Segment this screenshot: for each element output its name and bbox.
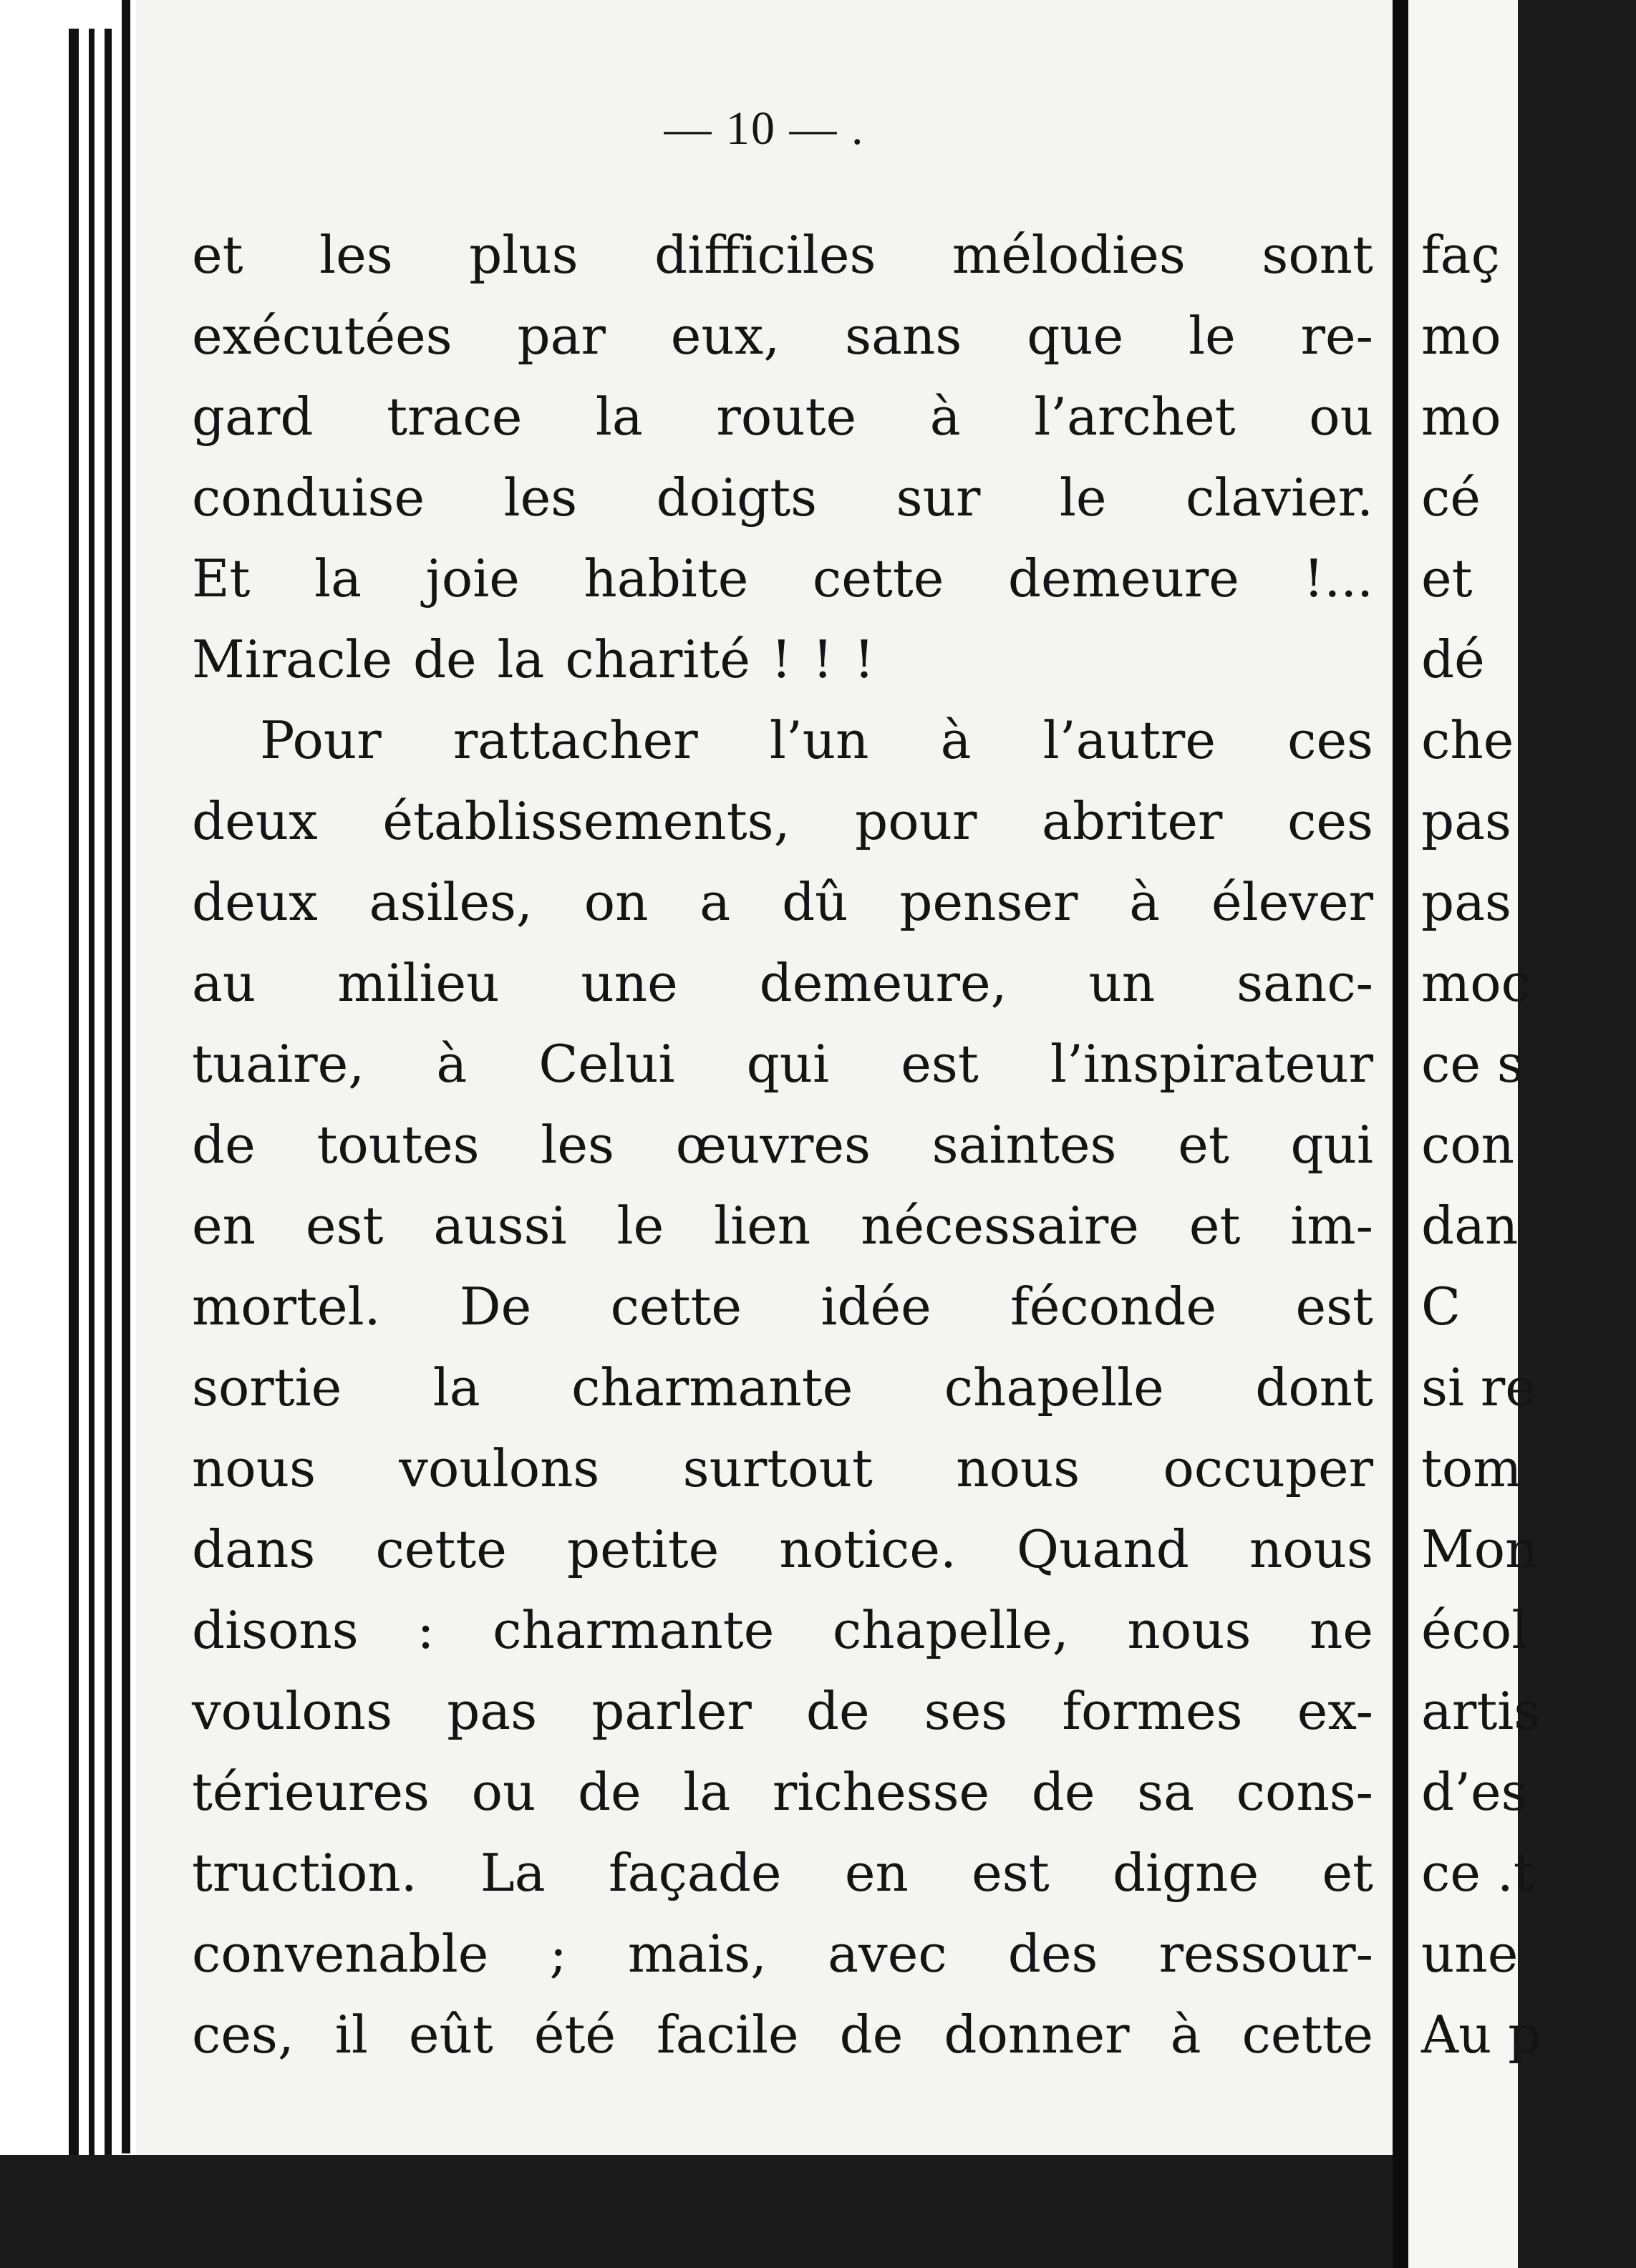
text-line: deux asiles, on a dû penser à élever xyxy=(192,872,1373,932)
facing-text-fragment: une xyxy=(1421,1924,1519,1984)
facing-text-fragment: pas xyxy=(1421,872,1511,932)
text-line: ces, il eût été facile de donner à cette xyxy=(192,2005,1373,2065)
text-line: en est aussi le lien nécessaire et im- xyxy=(192,1196,1373,1256)
text-line: tuaire, à Celui qui est l’inspirateur xyxy=(192,1034,1373,1094)
text-line: Pour rattacher l’un à l’autre ces xyxy=(260,710,1373,770)
facing-text-fragment: faç xyxy=(1421,225,1500,285)
text-line: Miracle de la charité ! ! ! xyxy=(192,629,875,689)
facing-text-fragment: et xyxy=(1421,548,1473,609)
facing-text-fragment: dé xyxy=(1421,629,1485,689)
text-line: voulons pas parler de ses formes ex- xyxy=(192,1681,1373,1741)
facing-text-fragment: Au p xyxy=(1421,2005,1541,2065)
page-gutter xyxy=(1393,0,1408,2268)
facing-text-fragment: ce s xyxy=(1421,1034,1524,1094)
facing-text-fragment: che xyxy=(1421,710,1514,770)
facing-page xyxy=(1408,0,1541,2268)
text-line: térieures ou de la richesse de sa cons- xyxy=(192,1762,1373,1822)
facing-text-fragment: écol xyxy=(1421,1600,1529,1660)
text-line: deux établissements, pour abriter ces xyxy=(192,791,1373,851)
page-number: — 10 — . xyxy=(664,102,865,155)
facing-text-fragment: artis xyxy=(1421,1681,1541,1741)
facing-text-fragment: si re xyxy=(1421,1357,1536,1418)
body-text xyxy=(192,215,1373,2075)
facing-text-fragment: tom xyxy=(1421,1438,1522,1498)
page-edge xyxy=(89,29,95,2161)
facing-text-fragment: Mon xyxy=(1421,1519,1539,1579)
facing-text-fragment: mo xyxy=(1421,387,1501,447)
text-line: mortel. De cette idée féconde est xyxy=(192,1276,1373,1337)
page-edge xyxy=(105,29,112,2161)
facing-text-fragment: pas xyxy=(1421,791,1511,851)
facing-text-fragment: con xyxy=(1421,1115,1515,1175)
facing-text-fragment: C xyxy=(1421,1276,1461,1337)
book-binding-edge xyxy=(0,0,136,2268)
scan-background xyxy=(0,2155,1393,2268)
text-line: convenable ; mais, avec des ressour- xyxy=(192,1924,1373,1984)
text-line: au milieu une demeure, un sanc- xyxy=(192,953,1373,1013)
text-line: et les plus difficiles mélodies sont xyxy=(192,225,1373,285)
facing-text-fragment: dan xyxy=(1421,1196,1519,1256)
text-line: sortie la charmante chapelle dont xyxy=(192,1357,1373,1418)
facing-text-fragment: cé xyxy=(1421,467,1481,528)
facing-text-fragment: moc xyxy=(1421,953,1530,1013)
facing-page-text xyxy=(1421,215,1636,2075)
text-line: truction. La façade en est digne et xyxy=(192,1843,1373,1903)
page-edge xyxy=(122,0,130,2153)
text-line: nous voulons surtout nous occuper xyxy=(192,1438,1373,1498)
text-line: exécutées par eux, sans que le re- xyxy=(192,306,1373,366)
text-line: de toutes les œuvres saintes et qui xyxy=(192,1115,1373,1175)
facing-text-fragment: ce .t xyxy=(1421,1843,1534,1903)
text-line: Et la joie habite cette demeure !... xyxy=(192,548,1373,609)
text-line: disons : charmante chapelle, nous ne xyxy=(192,1600,1373,1660)
facing-text-fragment: mo xyxy=(1421,306,1501,366)
text-line: conduise les doigts sur le clavier. xyxy=(192,467,1373,528)
text-line: gard trace la route à l’archet ou xyxy=(192,387,1373,447)
facing-text-fragment: d’es xyxy=(1421,1762,1528,1822)
text-line: dans cette petite notice. Quand nous xyxy=(192,1519,1373,1579)
page-edge xyxy=(69,29,79,2161)
